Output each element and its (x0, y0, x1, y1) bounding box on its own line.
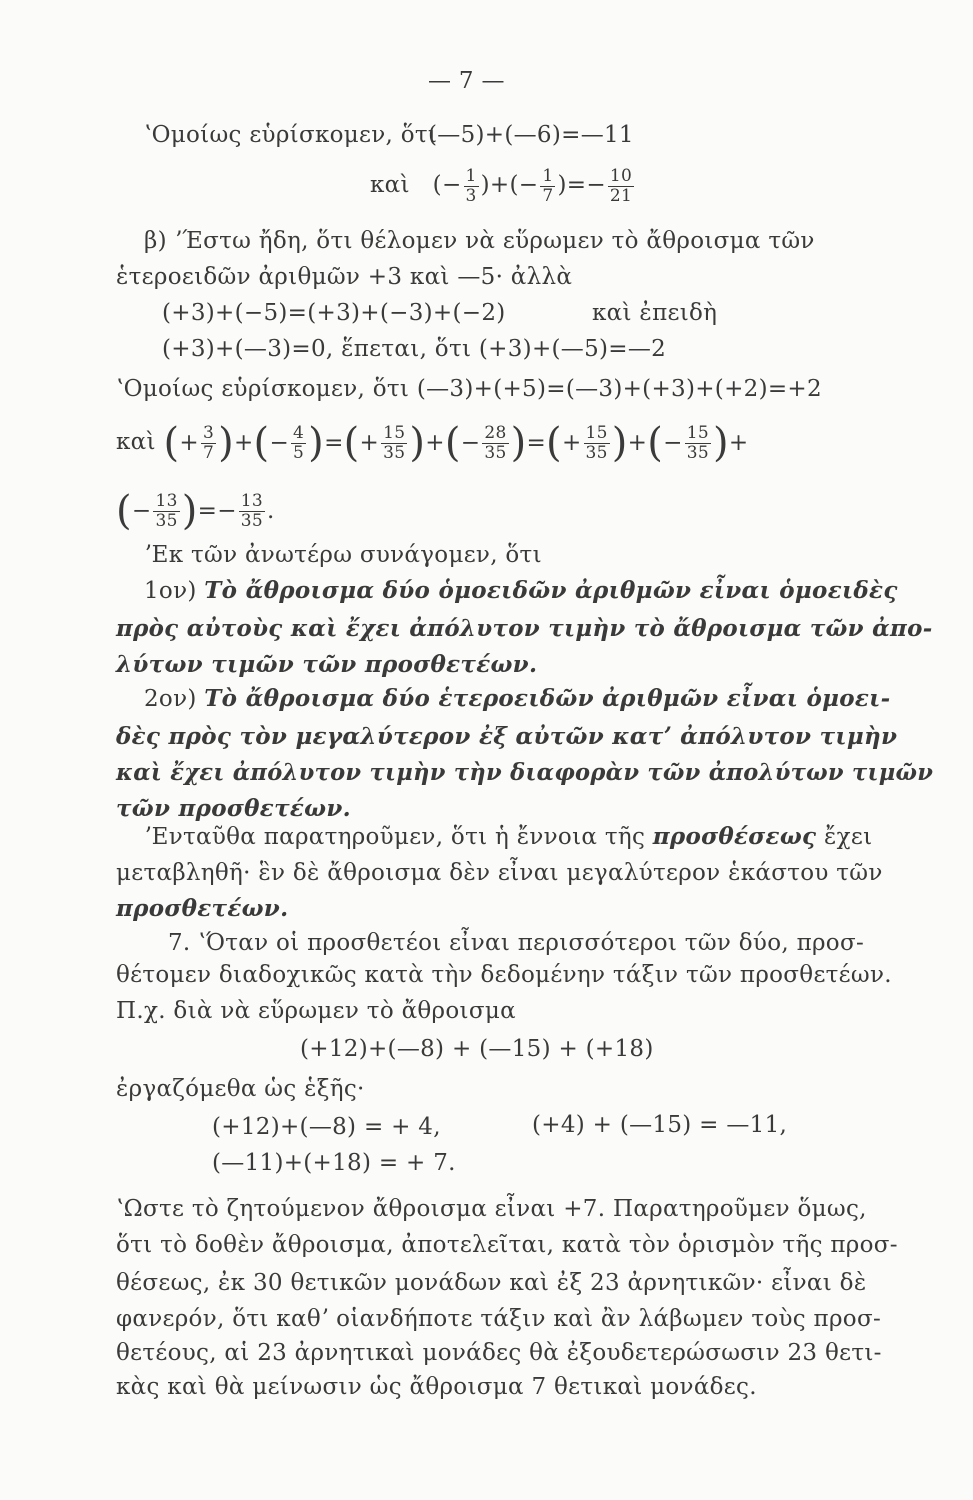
line-21: 7. ʽΌταν οἱ προσθετέοι εἶναι περισσότεροι τῶν δύο, προσ- (168, 930, 865, 956)
line-27-equation: (—11)+(+18) = + 7. (212, 1150, 456, 1176)
line-16: καὶ ἔχει ἀπόλυτον τιμὴν τὴν διαφορὰν τῶν ἀπολύτων τιμῶν (116, 759, 934, 786)
text-segment: ἔχει (823, 824, 873, 850)
line-19: μεταβληθῆ· ἓν δὲ ἄθροισμα δὲν εἶναι μεγαλύτερον ἑκάστου τῶν (116, 860, 883, 886)
rule-text: Τὸ ἄθροισμα δύο ὁμοειδῶν ἀριθμῶν εἶναι ὁμοειδὲς (204, 577, 898, 604)
line-13: λύτων τιμῶν τῶν προσθετέων. (116, 651, 538, 678)
line-17: τῶν προσθετέων. (116, 795, 351, 822)
line-31: φανερόν, ὅτι καθʼ οἱανδήποτε τάξιν καὶ ἂν λάβωμεν τοὺς προσ- (116, 1306, 882, 1332)
kai-word: καὶ (116, 429, 156, 455)
line-32: θετέους, αἱ 23 ἀρνητικαὶ μονάδες θὰ ἐξουδετερώσωσιν 23 θετι- (116, 1340, 882, 1366)
text-segment: ʼΕνταῦθα παρατηροῦμεν, ὅτι ἡ ἔννοια τῆς (144, 824, 646, 850)
operator: )=− (557, 172, 606, 198)
item-number: 2ον) (144, 686, 197, 712)
line-5-text: καὶ ἐπειδὴ (592, 300, 718, 326)
page-number: — 7 — (428, 68, 505, 94)
emphasis-word: προσθέσεως (652, 823, 817, 850)
line-1-text: ʽΟμοίως εὑρίσκομεν, ὅτι (144, 122, 438, 148)
line-4: ἑτεροειδῶν ἀριθμῶν +3 καὶ —5· ἀλλὰ (116, 264, 573, 290)
line-10: ʼΕκ τῶν ἀνωτέρω συνάγομεν, ὅτι (144, 542, 542, 568)
item-number: 1ον) (144, 578, 197, 604)
fraction: $\frac{1}{7}$ (542, 165, 554, 206)
paren-open: (− (432, 172, 462, 198)
line-7: ʽΟμοίως εὑρίσκομεν, ὅτι (—3)+(+5)=(—3)+(+3)+(+2)=+2 (116, 376, 822, 402)
line-28: ʽΩστε τὸ ζητούμενον ἄθροισμα εἶναι +7. Παρατηροῦμεν ὅμως, (116, 1196, 867, 1222)
line-22: θέτομεν διαδοχικῶς κατὰ τὴν δεδομένην τάξιν τῶν προσθετέων. (116, 962, 892, 988)
line-18 (144, 822, 872, 852)
line-1-equation: (—5)+(—6)=—11 (428, 122, 634, 148)
rule-text: Τὸ ἄθροισμα δύο ἑτεροειδῶν ἀριθμῶν εἶναι ὁμοει- (204, 685, 891, 712)
line-30: θέσεως, ἐκ 30 θετικῶν μονάδων καὶ ἐξ 23 ἀρνητικῶν· εἶναι δὲ (116, 1270, 867, 1296)
line-5-equation: (+3)+(−5)=(+3)+(−3)+(−2) (162, 300, 506, 326)
line-23: Π.χ. διὰ νὰ εὕρωμεν τὸ ἄθροισμα (116, 998, 516, 1024)
line-24-equation: (+12)+(—8) + (—15) + (+18) (300, 1036, 654, 1062)
line-25: ἐργαζόμεθα ὡς ἑξῆς· (116, 1076, 365, 1102)
line-11 (144, 576, 898, 606)
line-3: β) ʼΈστω ἤδη, ὅτι θέλομεν νὰ εὕρωμεν τὸ ἄθροισμα τῶν (144, 228, 815, 254)
line-33: κὰς καὶ θὰ μείνωσιν ὡς ἄθροισμα 7 θετικαὶ μονάδες. (116, 1374, 757, 1400)
fraction: $\frac{1}{3}$ (465, 165, 477, 206)
line-8-equation: καὶ (+ $\frac{3}{7}$ )+(− $\frac{4}{5}$ )=(+ $\frac{15}{35}$ )+(− $\frac{28}{35}$ )=(+ $\frac{15}{35}$ )+(− $\frac{15}{35}$ )+ (116, 420, 749, 466)
operator: )+(− (480, 172, 539, 198)
line-2-equation (370, 164, 636, 206)
line-26-equation-a: (+12)+(—8) = + 4, (212, 1114, 441, 1140)
kai-word: καὶ (370, 172, 410, 198)
fraction: $\frac{10}{21}$ (609, 165, 633, 206)
line-15: δὲς πρὸς τὸν μεγαλύτερον ἐξ αὐτῶν κατʼ ἀπόλυτον τιμὴν (116, 723, 898, 750)
line-26-equation-b: (+4) + (—15) = —11, (532, 1112, 788, 1138)
line-14 (144, 684, 890, 714)
line-12: πρὸς αὐτοὺς καὶ ἔχει ἀπόλυτον τιμὴν τὸ ἄθροισμα τῶν ἀπο- (116, 615, 933, 642)
line-6: (+3)+(—3)=0, ἕπεται, ὅτι (+3)+(—5)=—2 (162, 336, 667, 362)
line-9-equation: (− $\frac{13}{35}$ )=− $\frac{13}{35}$ . (116, 488, 275, 534)
line-29: ὅτι τὸ δοθὲν ἄθροισμα, ἀποτελεῖται, κατὰ τὸν ὁρισμὸν τῆς προσ- (116, 1232, 898, 1258)
line-20: προσθετέων. (116, 895, 289, 922)
